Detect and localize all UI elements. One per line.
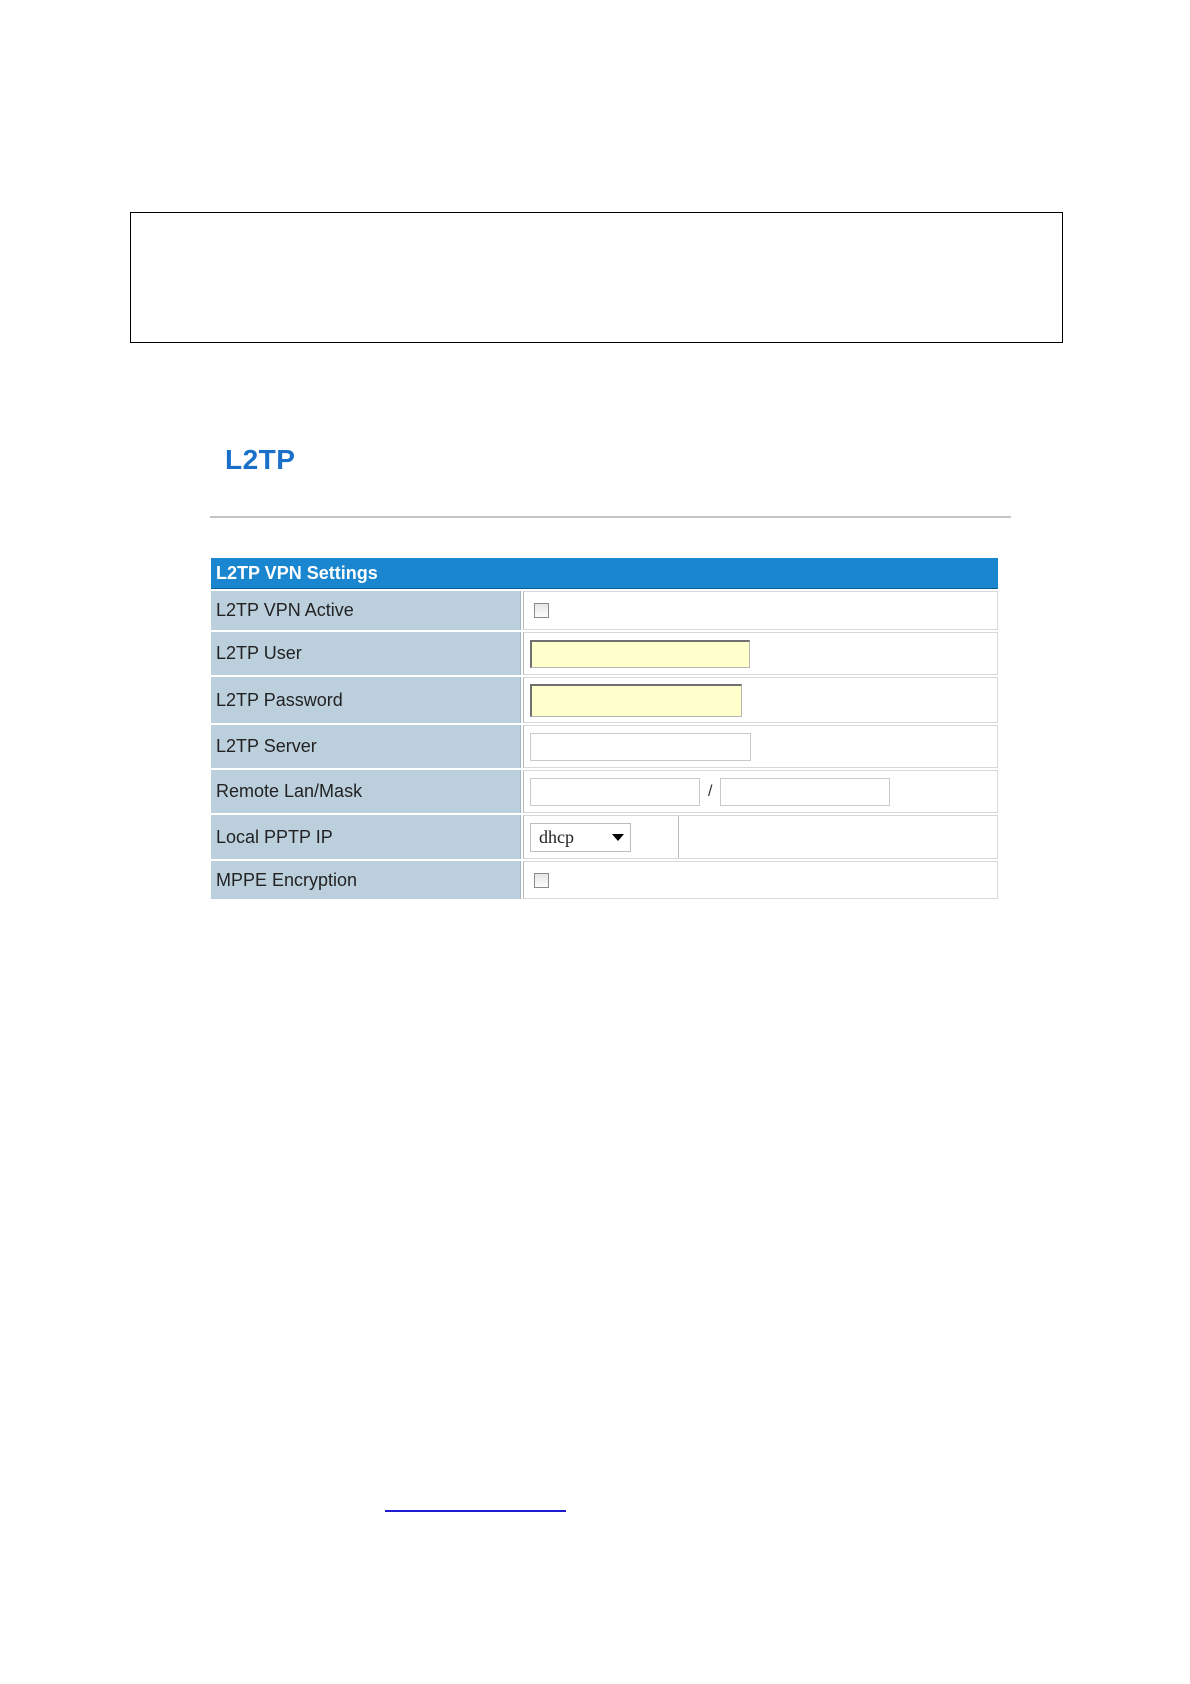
password-cell bbox=[523, 677, 998, 723]
hyperlink-underline[interactable] bbox=[385, 1510, 566, 1512]
user-label: L2TP User bbox=[211, 632, 523, 675]
user-cell bbox=[523, 632, 998, 675]
settings-header: L2TP VPN Settings bbox=[211, 558, 998, 589]
l2tp-settings-table bbox=[211, 558, 998, 899]
row-local-ip bbox=[211, 813, 998, 859]
local-ip-cell bbox=[523, 815, 998, 859]
remote-lan-mask-label: Remote Lan/Mask bbox=[211, 770, 523, 813]
row-mppe bbox=[211, 859, 998, 899]
vpn-active-cell bbox=[523, 591, 998, 630]
vpn-active-checkbox[interactable] bbox=[534, 603, 549, 618]
mppe-checkbox[interactable] bbox=[534, 873, 549, 888]
vpn-active-label: L2TP VPN Active bbox=[211, 591, 523, 630]
remote-mask-input[interactable] bbox=[720, 778, 890, 806]
lan-mask-separator: / bbox=[708, 782, 713, 800]
cell-divider bbox=[678, 816, 679, 858]
blank-frame bbox=[130, 212, 1063, 343]
mppe-label: MPPE Encryption bbox=[211, 861, 523, 899]
page-title: L2TP bbox=[225, 444, 296, 475]
remote-lan-input[interactable] bbox=[530, 778, 700, 806]
row-server bbox=[211, 723, 998, 768]
user-input[interactable] bbox=[530, 640, 750, 668]
server-cell bbox=[523, 725, 998, 768]
password-label: L2TP Password bbox=[211, 677, 523, 723]
password-input[interactable] bbox=[530, 684, 742, 717]
mppe-cell bbox=[523, 861, 998, 899]
row-remote-lan-mask bbox=[211, 768, 998, 813]
local-ip-mode-select[interactable] bbox=[530, 823, 631, 852]
row-user bbox=[211, 630, 998, 675]
server-label: L2TP Server bbox=[211, 725, 523, 768]
remote-lan-mask-cell bbox=[523, 770, 998, 813]
chevron-down-icon bbox=[612, 834, 624, 841]
server-input[interactable] bbox=[530, 733, 751, 761]
row-vpn-active bbox=[211, 589, 998, 630]
local-ip-label: Local PPTP IP bbox=[211, 815, 523, 859]
row-password bbox=[211, 675, 998, 723]
title-divider bbox=[210, 516, 1011, 518]
local-ip-mode-value: dhcp bbox=[539, 826, 574, 847]
